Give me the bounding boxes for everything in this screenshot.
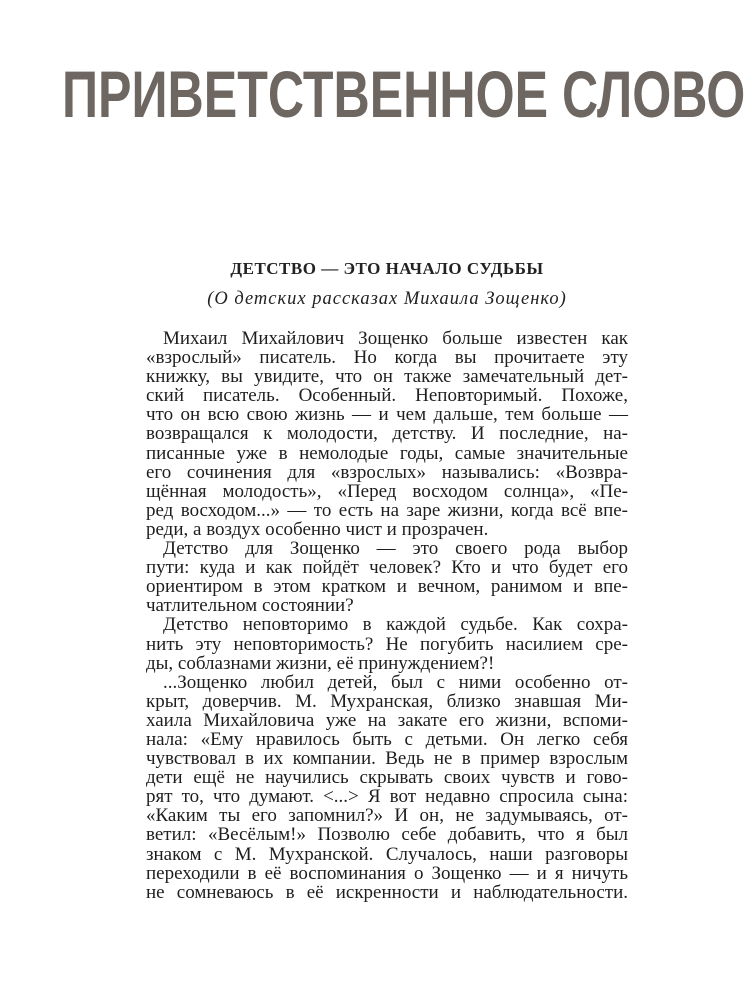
article-heading: ДЕТСТВО — ЭТО НАЧАЛО СУДЬБЫ — [230, 259, 544, 278]
text-line: Детство неповторимо в каждой судьбе. Как сохра- — [163, 614, 628, 636]
text-line: крыт, доверчив. М. Мухранская, близко знавшая Ми- — [146, 690, 628, 712]
text-line: ветил: «Весёлым!» Позволю себе добавить, что я был — [146, 824, 628, 846]
text-line: возвращался к молодости, детству. И последние, на- — [146, 423, 628, 445]
text-line: пути: куда и как пойдёт человек? Кто и что будет его — [146, 557, 628, 579]
text-line: хаила Михайловича уже на закате его жизни, вспоми- — [146, 709, 628, 731]
text-line: ский писатель. Особенный. Неповторимый. Похоже, — [146, 385, 628, 407]
text-line: реди, а воздух особенно чист и прозрачен. — [146, 518, 489, 540]
text-line: чатлительном состоянии? — [146, 595, 354, 617]
text-line: «Каким ты его запомнил?» И он, не задумываясь, от- — [146, 805, 628, 827]
text-line: его сочинения для «взрослых» назывались: «Возвра- — [146, 461, 628, 483]
text-line: ориентиром в этом кратком и вечном, ранимом и впе- — [146, 576, 628, 598]
text-line: дети ещё не научились скрывать своих чувств и гово- — [146, 767, 628, 789]
text-line: «взрослый» писатель. Но когда вы прочитаете эту — [146, 347, 628, 369]
text-line: Детство для Зощенко — это своего рода выбор — [163, 538, 628, 560]
text-line: рят то, что думают. <...> Я вот недавно спросила сына: — [146, 786, 628, 808]
text-line: книжку, вы увидите, что он также замечательный дет- — [146, 366, 628, 388]
article-body — [146, 329, 628, 902]
text-line: ды, соблазнами жизни, её принуждением?! — [146, 652, 495, 674]
section-title: ПРИВЕТСТВЕННОЕ СЛОВО — [62, 57, 746, 131]
text-line: что он всю свою жизнь — и чем дальше, тем больше — — [146, 404, 628, 426]
text-line: чувствовал в их компании. Ведь не в пример взрослым — [146, 748, 628, 770]
text-line: ред восходом...» — то есть на заре жизни, когда всё впе- — [146, 499, 628, 521]
text-line: щённая молодость», «Перед восходом солнца», «Пе- — [146, 480, 628, 502]
text-line: не сомневаюсь в её искренности и наблюдательности. — [146, 881, 628, 903]
text-line: писанные уже в немолодые годы, самые значительные — [146, 442, 628, 464]
text-line: нала: «Ему нравилось быть с детьми. Он легко себя — [146, 728, 628, 750]
text-line: ...Зощенко любил детей, был с ними особенно от- — [163, 671, 628, 693]
text-line: знаком с М. Мухранской. Случалось, наши разговоры — [146, 843, 628, 865]
article-subheading: (О детских рассказах Михаила Зощенко) — [207, 289, 567, 309]
text-line: Михаил Михайлович Зощенко больше известен как — [163, 328, 628, 349]
text-line: нить эту неповторимость? Не погубить насилием сре- — [146, 633, 628, 655]
text-line: переходили в её воспоминания о Зощенко — и я ничуть — [146, 862, 628, 884]
